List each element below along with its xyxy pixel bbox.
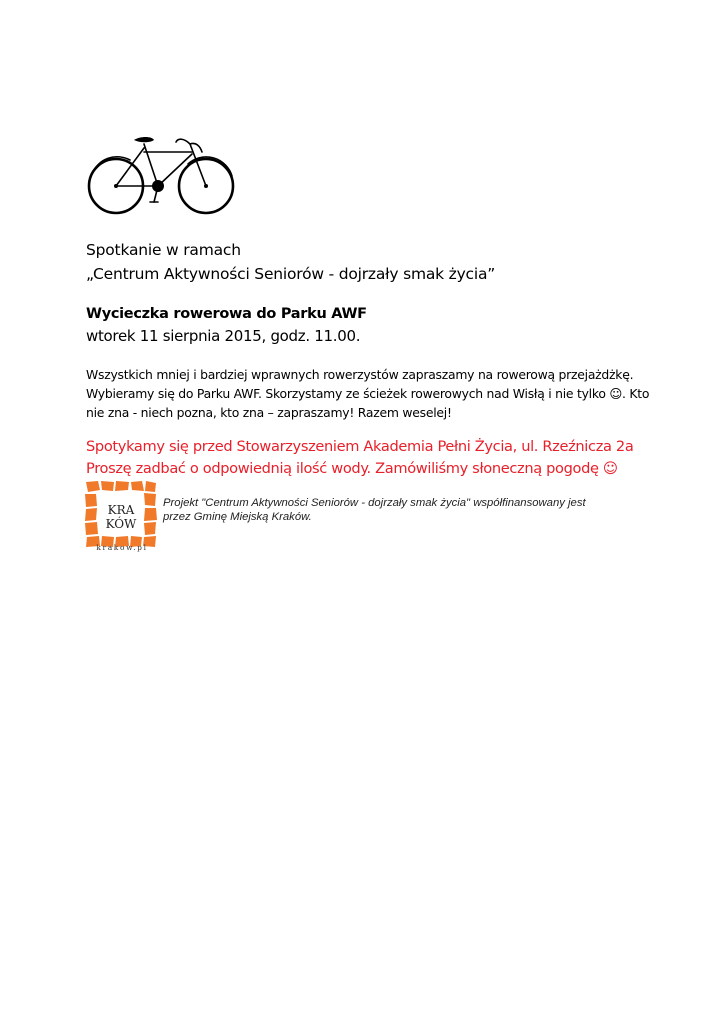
notice-line: Spotykamy się przed Stowarzyszeniem Akademia Pełni Życia, ul. Rzeźnicza 2a (86, 438, 634, 455)
footnote-line: przez Gminę Miejską Kraków. (163, 511, 312, 523)
intro-line-1: Spotkanie w ramach (86, 241, 241, 259)
event-title: Wycieczka rowerowa do Parku AWF (86, 306, 367, 322)
event-description (86, 365, 676, 422)
description-line: nie zna - niech pozna, kto zna – zapraszamy! Razem weselej! (86, 405, 452, 420)
description-line: Wybieramy się do Parku AWF. Skorzystamy ze ścieżek rowerowych nad Wisłą i nie tylko ☺. Kto (86, 386, 650, 401)
description-line: Wszystkich mniej i bardziej wprawnych rowerzystów zapraszamy na rowerową przejażdżkę. (86, 367, 634, 382)
event-date: wtorek 11 sierpnia 2015, godz. 11.00. (86, 327, 361, 345)
intro-line-2: „Centrum Aktywności Seniorów - dojrzały smak życia” (86, 265, 496, 283)
intro-heading (86, 238, 686, 286)
footnote-line: Projekt "Centrum Aktywności Seniorów - dojrzały smak życia" współfinansowany jest (163, 497, 586, 509)
notice-line: Proszę zadbać o odpowiednią ilość wody. Zamówiliśmy słoneczną pogodę ☺ (86, 460, 618, 477)
meeting-notice (86, 436, 686, 480)
logo-text-line-2: KÓW (105, 517, 137, 531)
logo-caption: krakow.pl (96, 543, 148, 552)
logo-text-line-1: KRA (107, 503, 135, 517)
funding-footnote (163, 496, 683, 524)
bicycle-illustration (84, 130, 240, 216)
